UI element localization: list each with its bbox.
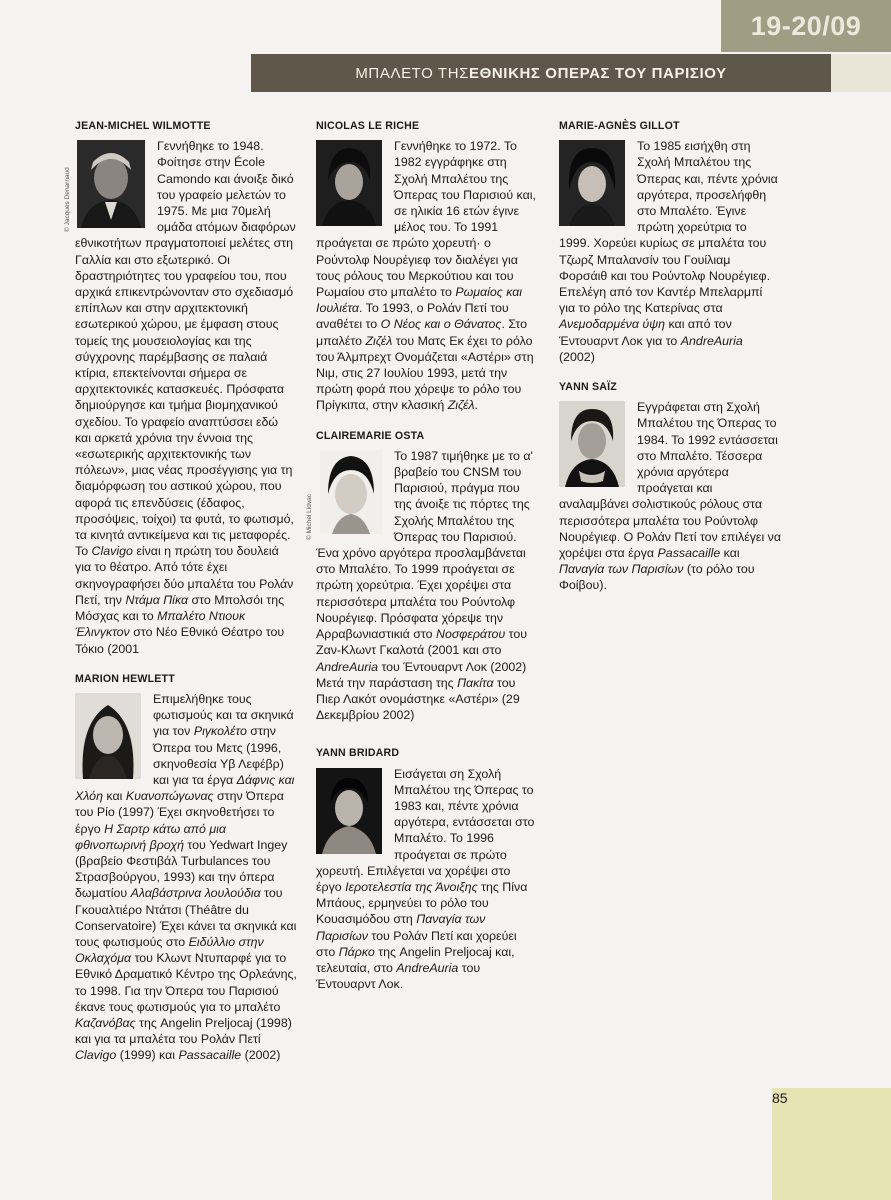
italic-title: Καζανόβας <box>75 1015 136 1030</box>
italic-title: Ντάμα Πίκα <box>125 592 189 607</box>
section-title-bar <box>251 54 831 92</box>
text-segment: στην Όπερα του Ρίο (1997) Έχει σκηνοθετήσει το έργο <box>75 789 284 836</box>
italic-title: Παναγία των Παρισίων <box>559 562 684 577</box>
text-segment: του Ματς Εκ έχει το ρόλο του Άλμπρεχτ Ονομάζεται «Αστέρι» στη Νιμ, στις 27 Ιουλίου 1993, μετά την πρώτη φορά που χόρεψε το ρόλο του Πρίγκιπα, στην κλασική <box>316 333 534 413</box>
text-segment: . Στο μπαλέτο <box>316 317 527 348</box>
italic-title: Κυανοπώγωνας <box>125 789 214 804</box>
italic-title: Νοσφεράτου <box>436 627 506 642</box>
italic-title: AndreAuria <box>316 659 378 674</box>
bio-osta <box>316 428 538 724</box>
text-segment: (2002) <box>241 1048 281 1063</box>
bio-name: MARIE-AGNÈS GILLOT <box>559 120 680 132</box>
text-segment: Επιμελήθηκε τους φωτισμούς και τα σκηνικά για τον <box>153 691 294 739</box>
text-segment: του Έντουαρντ Λοκ (2002) Μετά την παράσταση της <box>316 659 527 690</box>
bio-hewlett <box>75 671 297 1064</box>
italic-title: Πακίτα <box>457 675 494 690</box>
text-segment: στην Όπερα του Μετς (1996, σκηνοθεσία Υβ Λεφέβρ) και για τα έργα <box>153 724 284 787</box>
page-number: 85 <box>772 1090 788 1106</box>
text-segment: της Angelin Preljocaj και, τελευταία, στο <box>316 944 515 975</box>
text-segment: . <box>474 398 478 413</box>
bio-name: JEAN-MICHEL WILMOTTE <box>75 120 211 132</box>
italic-title: Δάφνις και Χλόη <box>75 772 295 804</box>
text-segment: του Ζαν-Κλωντ Γκαλοτά (2001 και στο <box>316 627 528 658</box>
portrait-photo <box>559 140 625 226</box>
text-segment: στο Νέο Εθνικό Θέατρο του Τόκιο (2001 <box>75 625 285 656</box>
photo-credit-wilmotte: © Jacques Denarnaud <box>64 167 71 232</box>
text-segment: στο Μπολσόι της Μόσχας και το <box>75 592 285 624</box>
bio-name: MARION HEWLETT <box>75 672 175 685</box>
text-segment: Εισάγεται ση Σχολή Μπαλέτου της Όπερας το 1983 και, πέντε χρόνια αργότερα, εντάσσεται στο Μπαλέτο. Το 1996 προάγεται σε πρώτο χορευτή. Επιλέγεται να χορέψει στο έργο <box>316 766 535 894</box>
portrait-photo <box>77 140 145 228</box>
portrait-photo <box>75 693 141 779</box>
portrait-image <box>75 693 141 779</box>
text-segment: του Γκουαλτιέρο Ντάτσι (Théâtre du Conservatoire) Έχει κάνει τα σκηνικά και τους φωτισμούς στο <box>75 886 297 949</box>
italic-title: Πάρκο <box>338 944 375 959</box>
page-corner-tab <box>772 1088 891 1200</box>
title-bold: ΕΘΝΙΚΗΣ ΟΠΕΡΑΣ ΤΟΥ ΠΑΡΙΣΙΟΥ <box>469 64 727 82</box>
italic-title: Ρωμαίος και Ιουλιέτα <box>316 285 523 316</box>
italic-title: Ο Νέος και ο Θάνατος <box>380 317 502 332</box>
date-tab <box>721 0 891 52</box>
text-segment: και <box>720 546 740 561</box>
portrait-image <box>320 450 382 534</box>
italic-title: Ιεροτελεστία της Άνοιξης <box>345 879 478 894</box>
text-segment: του Κλωντ Ντυπαρφέ για το Εθνικό Δραματικό Κέντρο της Ορλεάνης, το 1998. Για την Όπερα του Παρισιού έκανε τους φωτισμούς για το μπαλέτο <box>75 951 297 1014</box>
bio-name: NICOLAS LE RICHE <box>316 120 420 132</box>
italic-title: Passacaille <box>657 546 721 561</box>
text-segment: (1999) και <box>116 1048 179 1063</box>
italic-title: AndreAuria <box>396 960 459 975</box>
bio-saiz <box>559 379 781 594</box>
italic-title: Μπαλέτο Ντιουκ Έλινγκτον <box>75 609 246 640</box>
portrait-photo <box>316 140 382 226</box>
text-segment: και <box>102 789 126 804</box>
italic-title: Ριγκολέτο <box>193 724 247 739</box>
portrait-image <box>316 140 382 226</box>
photo-credit-osta: © Michel Lidvac <box>306 494 313 540</box>
text-segment: του Ρολάν Πετί και χορεύει στο <box>316 928 517 959</box>
portrait-image <box>77 140 145 228</box>
italic-title: AndreAuria <box>680 333 743 348</box>
column-middle <box>316 118 538 1006</box>
text-segment: Εγγράφεται στη Σχολή Μπαλέτου της Όπερας το 1984. Το 1992 εντάσσεται στο Μπαλέτο. Τέσσερα χρόνια αργότερα προάγεται και αναλαμβάνει σολιστικούς ρόλους στα περισσότερα μπαλέτα του Ρούντολφ Νουρέγιεφ. Ο Ρολάν Πετί τον επιλέγει να χορέψει στα έργα <box>559 400 782 561</box>
italic-title: Παναγία των Παρισίων <box>316 912 486 943</box>
portrait-image <box>559 140 625 226</box>
italic-title: Clavigo <box>91 544 133 559</box>
text-segment: της Πίνα Μπάους, ερμηνεύει το ρόλο του Κουασιμόδου στη <box>316 879 528 927</box>
text-segment: της Angelin Preljocaj (1998) και για τα μπαλέτα του Ρολάν Πετί <box>75 1015 292 1047</box>
text-segment: είναι η πρώτη του δουλειά για το θέατρο. Από τότε έχει σκηνογραφήσει δύο μπαλέτα του Ρολάν Πετί, την <box>75 544 294 607</box>
text-segment: Γεννήθηκε το 1972. Το 1982 εγγράφηκε στη Σχολή Μπαλέτου της Όπερας του Παρισιού και, σε ηλικία 16 ετών έγινε μέλος του. Το 1991 προάγεται σε πρώτο χορευτή· ο Ρούντολφ Νουρέγιεφ τον διαλέγει για τους ρόλους του Μερκούτιου και του Ρωμαίου στο μπαλέτο το <box>316 139 536 300</box>
text-segment: Το 1987 τιμήθηκε με το α' βραβείο του CNSM του Παρισιού, πράγμα που της άνοιξε τις πόρτες της Σχολής Μπαλέτου της Όπερας του Παρισιού. Ένα χρόνο αργότερα προσλαμβάνεται στο Μπαλέτο. Το 1999 προάγεται σε πρώτη χορεύτρια. Έχει χορέψει στα περισσότερα μπαλέτα του Ρούντολφ Νουρέγιεφ. Πρόσφατα χόρεψε την Αρραβωνιαστικιά στο <box>316 448 533 642</box>
italic-title: Clavigo <box>75 1048 117 1063</box>
text-segment: Γεννήθηκε το 1948. Φοίτησε στην École Camondo και άνοιξε δικό του γραφείο μελετών το 1975. Με μια 70μελή ομάδα ατόμων διαφόρων εθνικοτήτων πραγματοποιεί μελέτες στη Γαλλία και στο εξωτερικό. Οι δραστηριότητες του γραφείου του, που αρχικά επικεντρώνονταν στο σχεδιασμό επίπλων και στην αρχιτεκτονική εσωτερικού χώρου, με έμφαση στους τομείς της μουσειολογίας και της σύγχρονης παρέμβασης σε παλαιά κτίρια, επεκτείνονται σήμερα σε αρχιτεκτονικές κατασκευές. Πρόσφατα δημιούργησε και τμήμα βιομηχανικού σχεδίου. Το γραφείο αναπτύσσει εδώ και αρκετά χρόνια την έννοια της «εσωτερικής αρχιτεκτονικής των πόλεων», μιας νέας προσέγγισης για τη διαμόρφωση του αστικού χώρου, που αφορά τις επενδύσεις (έδαφος, προσόψεις, τοίχοι) τα φυτά, το φωτισμό, τα κινητά αντικείμενα και τις μεταφορές. Το <box>75 139 296 559</box>
text-segment: (2002) <box>559 349 595 364</box>
bio-wilmotte <box>75 118 297 657</box>
bio-leriche <box>316 118 538 414</box>
italic-title: Η Σαρτρ κάτω από μια φθινοπωρινή βροχή <box>75 821 226 852</box>
italic-title: Passacaille <box>178 1048 242 1063</box>
portrait-photo <box>320 450 382 534</box>
portrait-image <box>316 768 382 854</box>
text-segment: του Έντουαρντ Λοκ. <box>316 960 481 992</box>
text-segment: Το 1985 εισήχθη στη Σχολή Μπαλέτου της Όπερας και, πέντε χρόνια αργότερα, προσελήφθη στο Μπαλέτο. Έγινε πρώτη χορεύτρια το 1999. Χορεύει κυρίως σε μπαλέτα του Τζωρζ Μπαλανσίν του Γουίλιαμ Φορσάιθ και του Ρούντολφ Νουρέγιεφ. Επελέγη από τον Καντέρ Μπελαρμπί για το ρόλο της Κατερίνας στα <box>559 139 778 316</box>
italic-title: Αλαβάστρινα λουλούδια <box>130 886 261 901</box>
italic-title: Ειδύλλιο στην Οκλαχόμα <box>75 934 264 966</box>
portrait-photo <box>316 768 382 854</box>
text-segment: του Πιερ Λακότ ονομάστηκε «Αστέρι» (29 Δεκεμβρίου 2002) <box>316 675 520 723</box>
bio-gillot <box>559 118 781 365</box>
text-segment: . Το 1993, ο Ρολάν Πετί του αναθέτει το <box>316 301 509 332</box>
text-segment: (το ρόλο του Φοίβου). <box>559 562 755 593</box>
title-regular: ΜΠΑΛΕΤΟ ΤΗΣ <box>355 64 469 82</box>
italic-title: Ζιζέλ <box>447 398 475 413</box>
bio-name: CLAIREMARIE OSTA <box>316 429 425 442</box>
bio-bridard <box>316 745 538 992</box>
column-right <box>559 118 781 608</box>
text-segment: του Yedwart Ingey (βραβείο Φεστιβάλ Turbulances του Στρασβούργου, 1993) και την όπερα δωματίου <box>75 837 288 901</box>
bio-name: YANN BRIDARD <box>316 747 400 760</box>
italic-title: Ανεμοδαρμένα ύψη <box>559 317 666 332</box>
date-text: 19-20/09 <box>750 10 862 41</box>
text-segment: και από τον Έντουαρντ Λοκ για το <box>559 317 732 348</box>
column-left <box>75 118 297 1078</box>
portrait-image <box>559 401 625 487</box>
portrait-photo <box>559 401 625 487</box>
bio-name: YANN SAÏZ <box>559 381 617 394</box>
title-bar-edge <box>831 54 891 92</box>
italic-title: Ζιζέλ <box>365 333 393 348</box>
